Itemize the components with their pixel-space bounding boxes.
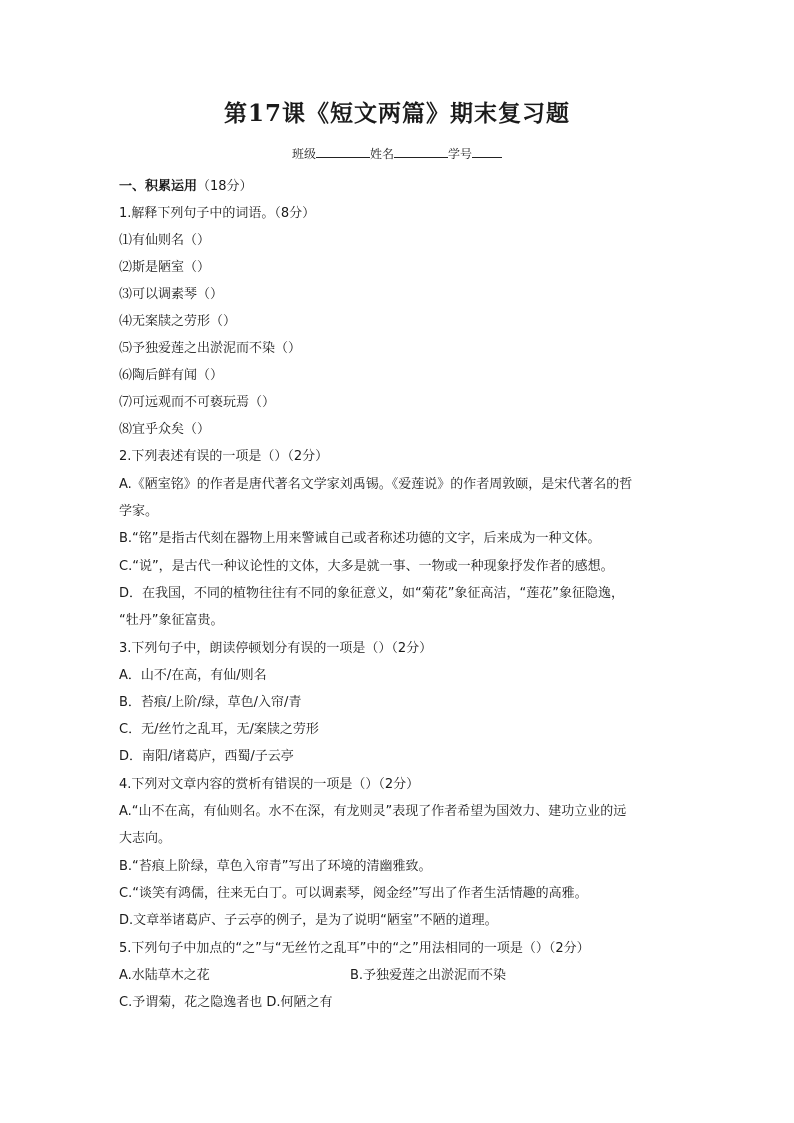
q4-option-d: D.文章举诸葛庐、子云亭的例子，是为了说明“陋室”不陋的道理。: [119, 913, 498, 928]
q5-option-b: B.予独爱莲之出淤泥而不染: [350, 968, 507, 983]
q5-stem: 5.下列句子中加点的“之”与“无丝竹之乱耳”中的“之”用法相同的一项是（）（2分）: [119, 941, 590, 956]
class-blank[interactable]: [316, 145, 370, 158]
q5-option-c-d: C.予谓菊，花之隐逸者也 D.何陋之有: [119, 995, 333, 1010]
q1-stem: 1.解释下列句子中的词语。（8分）: [119, 206, 316, 221]
q2-stem: 2.下列表述有误的一项是（）（2分）: [119, 449, 329, 464]
q4-option-c: C.“谈笑有鸿儒，往来无白丁。可以调素琴，阅金经”写出了作者生活情趣的高雅。: [119, 886, 588, 901]
number-blank[interactable]: [472, 145, 502, 158]
q1-item: ⑹陶后鲜有闻（）: [119, 368, 224, 383]
q2-option-c: C.“说”，是古代一种议论性的文体，大多是就一事、一物或一种现象抒发作者的感想。: [119, 559, 614, 574]
section-heading: [119, 178, 253, 196]
q2-option-b: B.“铭”是指古代刻在器物上用来警诫自己或者称述功德的文字，后来成为一种文体。: [119, 531, 601, 546]
q2-option-d: D．在我国，不同的植物往往有不同的象征意义，如“菊花”象征高洁，“莲花”象征隐逸，: [119, 586, 624, 601]
q3-stem: 3.下列句子中，朗读停顿划分有误的一项是（）（2分）: [119, 641, 433, 656]
number-label: 学号: [448, 147, 473, 161]
q4-option-a: A.“山不在高，有仙则名。水不在深，有龙则灵”表现了作者希望为国效力、建功立业的远: [119, 804, 627, 819]
q1-item: ⑺可远观而不可亵玩焉（）: [119, 395, 276, 410]
q5-option-a: A.水陆草木之花: [119, 968, 210, 983]
q4-stem: 4.下列对文章内容的赏析有错误的一项是（）（2分）: [119, 777, 420, 792]
q1-item: ⑸予独爱莲之出淤泥而不染（）: [119, 341, 302, 356]
section-score: （18分）: [197, 179, 253, 194]
page-title: 第17课《短文两篇》期末复习题: [223, 100, 570, 127]
section-title: 一、积累运用: [119, 179, 198, 194]
student-info-line: [0, 145, 794, 162]
name-label: 姓名: [369, 147, 394, 161]
q1-item: ⑶可以调素琴（）: [119, 287, 224, 302]
q3-option-c: C．无/丝竹之乱耳，无/案牍之劳形: [119, 722, 319, 737]
class-label: 班级: [291, 147, 316, 161]
q2-option-a: A.《陋室铭》的作者是唐代著名文学家刘禹锡。《爱莲说》的作者周敦颐，是宋代著名的哲: [119, 477, 633, 492]
q3-option-b: B．苔痕/上阶/绿，草色/入帘/青: [119, 695, 302, 710]
q1-item: ⑵斯是陋室（）: [119, 260, 211, 275]
q1-item: ⑷无案牍之劳形（）: [119, 314, 237, 329]
name-blank[interactable]: [394, 145, 448, 158]
q3-option-d: D．南阳/诸葛庐，西蜀/子云亭: [119, 749, 294, 764]
q3-option-a: A．山不/在高，有仙/则名: [119, 668, 267, 683]
q4-option-b: B.“苔痕上阶绿，草色入帘青”写出了环境的清幽雅致。: [119, 859, 432, 874]
q1-item: ⑴有仙则名（）: [119, 233, 211, 248]
q4-option-a-cont: 大志向。: [119, 831, 172, 846]
q2-option-d-cont: “牡丹”象征富贵。: [119, 613, 224, 628]
q1-item: ⑻宜乎众矣（）: [119, 422, 211, 437]
q2-option-a-cont: 学家。: [119, 504, 159, 519]
